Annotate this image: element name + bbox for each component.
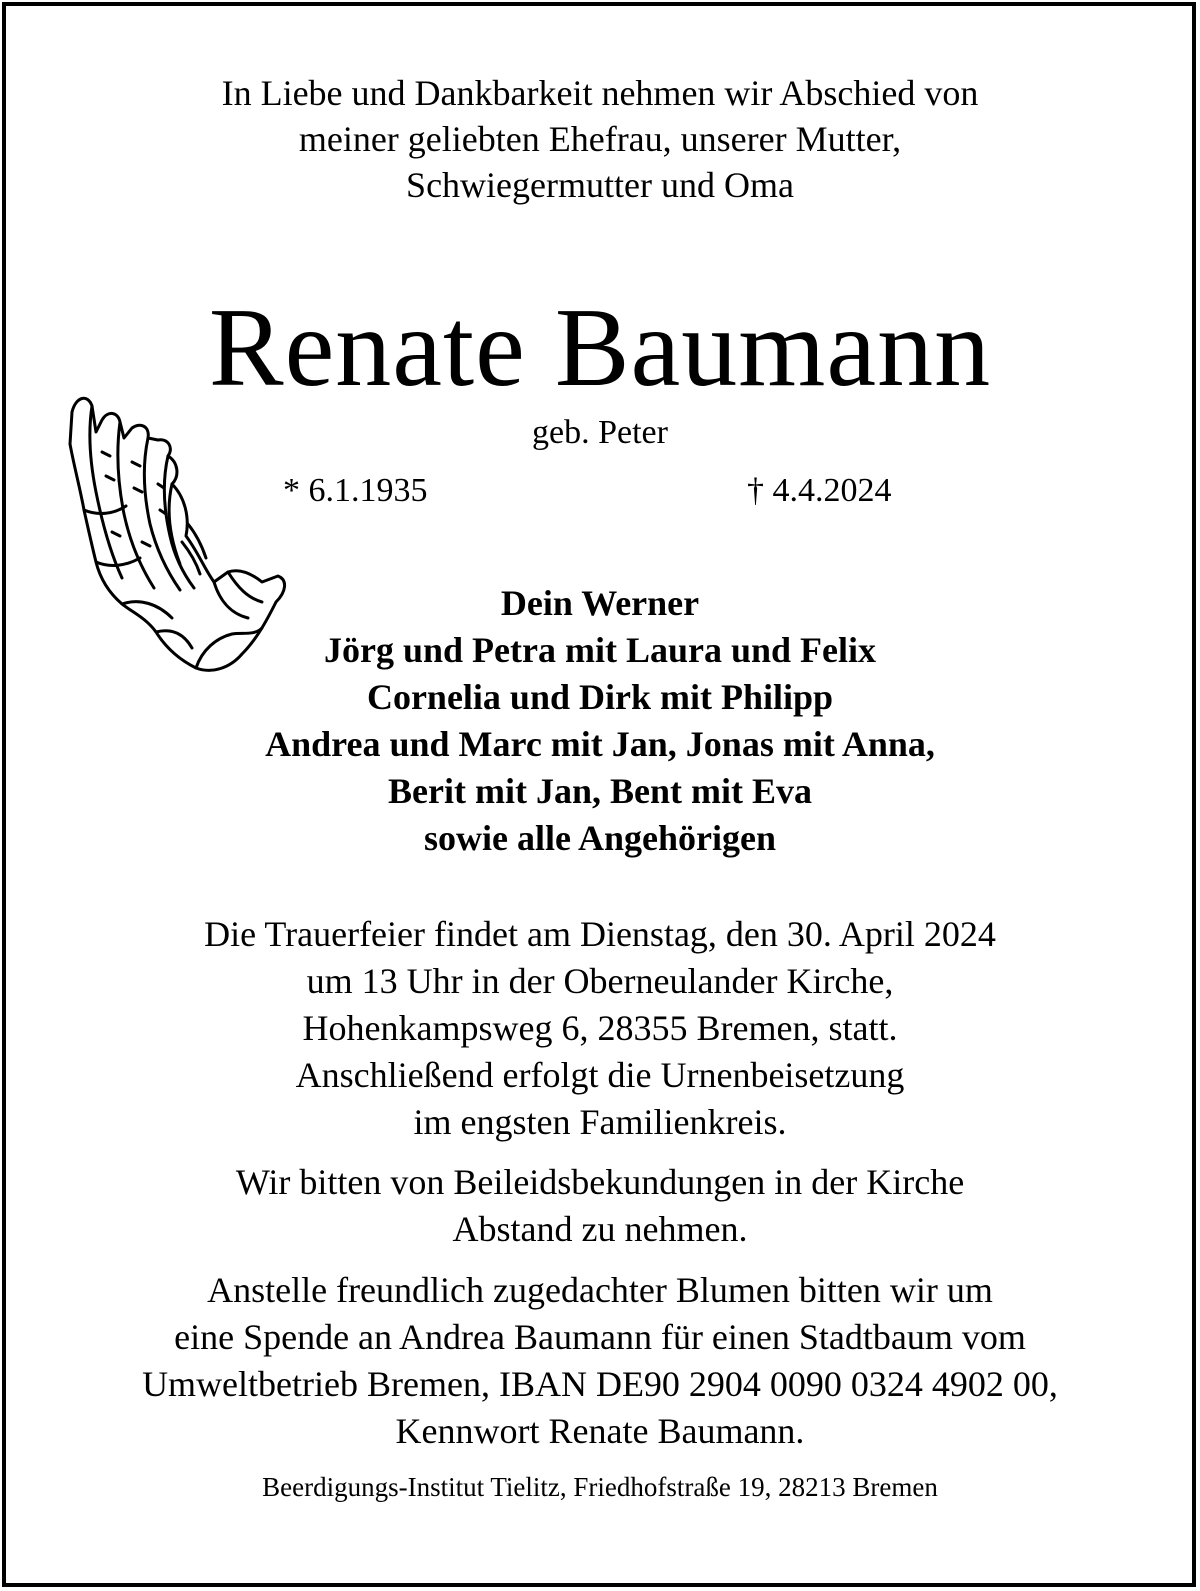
intro-line: Schwiegermutter und Oma: [406, 165, 794, 205]
service-line: im engsten Familienkreis.: [413, 1102, 787, 1142]
donation-line: Umweltbetrieb Bremen, IBAN DE90 2904 0090 0324 4902 00,: [142, 1364, 1058, 1404]
condolence-line: Wir bitten von Beileidsbekundungen in der Kirche: [235, 1162, 965, 1202]
mourner-line: Dein Werner: [500, 583, 700, 623]
service-line: Anschließend erfolgt die Urnenbeisetzung: [295, 1055, 905, 1095]
donation-line: Kennwort Renate Baumann.: [395, 1411, 805, 1451]
condolence-line: Abstand zu nehmen.: [452, 1209, 748, 1249]
maiden-name: geb. Peter: [532, 414, 668, 451]
intro-line: meiner geliebten Ehefrau, unserer Mutter,: [298, 119, 902, 159]
service-line: um 13 Uhr in der Oberneulander Kirche,: [306, 961, 894, 1001]
donation-line: Anstelle freundlich zugedachter Blumen bitten wir um: [207, 1270, 993, 1310]
birth-date: * 6.1.1935: [283, 472, 428, 509]
intro-line: In Liebe und Dankbarkeit nehmen wir Abschied von: [221, 73, 979, 113]
mourner-line: Andrea und Marc mit Jan, Jonas mit Anna,: [265, 724, 935, 764]
mourner-line: Cornelia und Dirk mit Philipp: [366, 677, 834, 717]
death-date: † 4.4.2024: [747, 472, 892, 509]
mourner-line: sowie alle Angehörigen: [424, 818, 776, 858]
mourner-line: Jörg und Petra mit Laura und Felix: [323, 630, 876, 670]
service-line: Hohenkampsweg 6, 28355 Bremen, statt.: [302, 1008, 898, 1048]
service-line: Die Trauerfeier findet am Dienstag, den 30. April 2024: [204, 914, 996, 954]
deceased-name: Renate Baumann: [208, 286, 992, 410]
donation-line: eine Spende an Andrea Baumann für einen Stadtbaum vom: [174, 1317, 1026, 1357]
mourner-line: Berit mit Jan, Bent mit Eva: [388, 771, 812, 811]
funeral-home-footer: Beerdigungs-Institut Tielitz, Friedhofstraße 19, 28213 Bremen: [262, 1472, 938, 1502]
